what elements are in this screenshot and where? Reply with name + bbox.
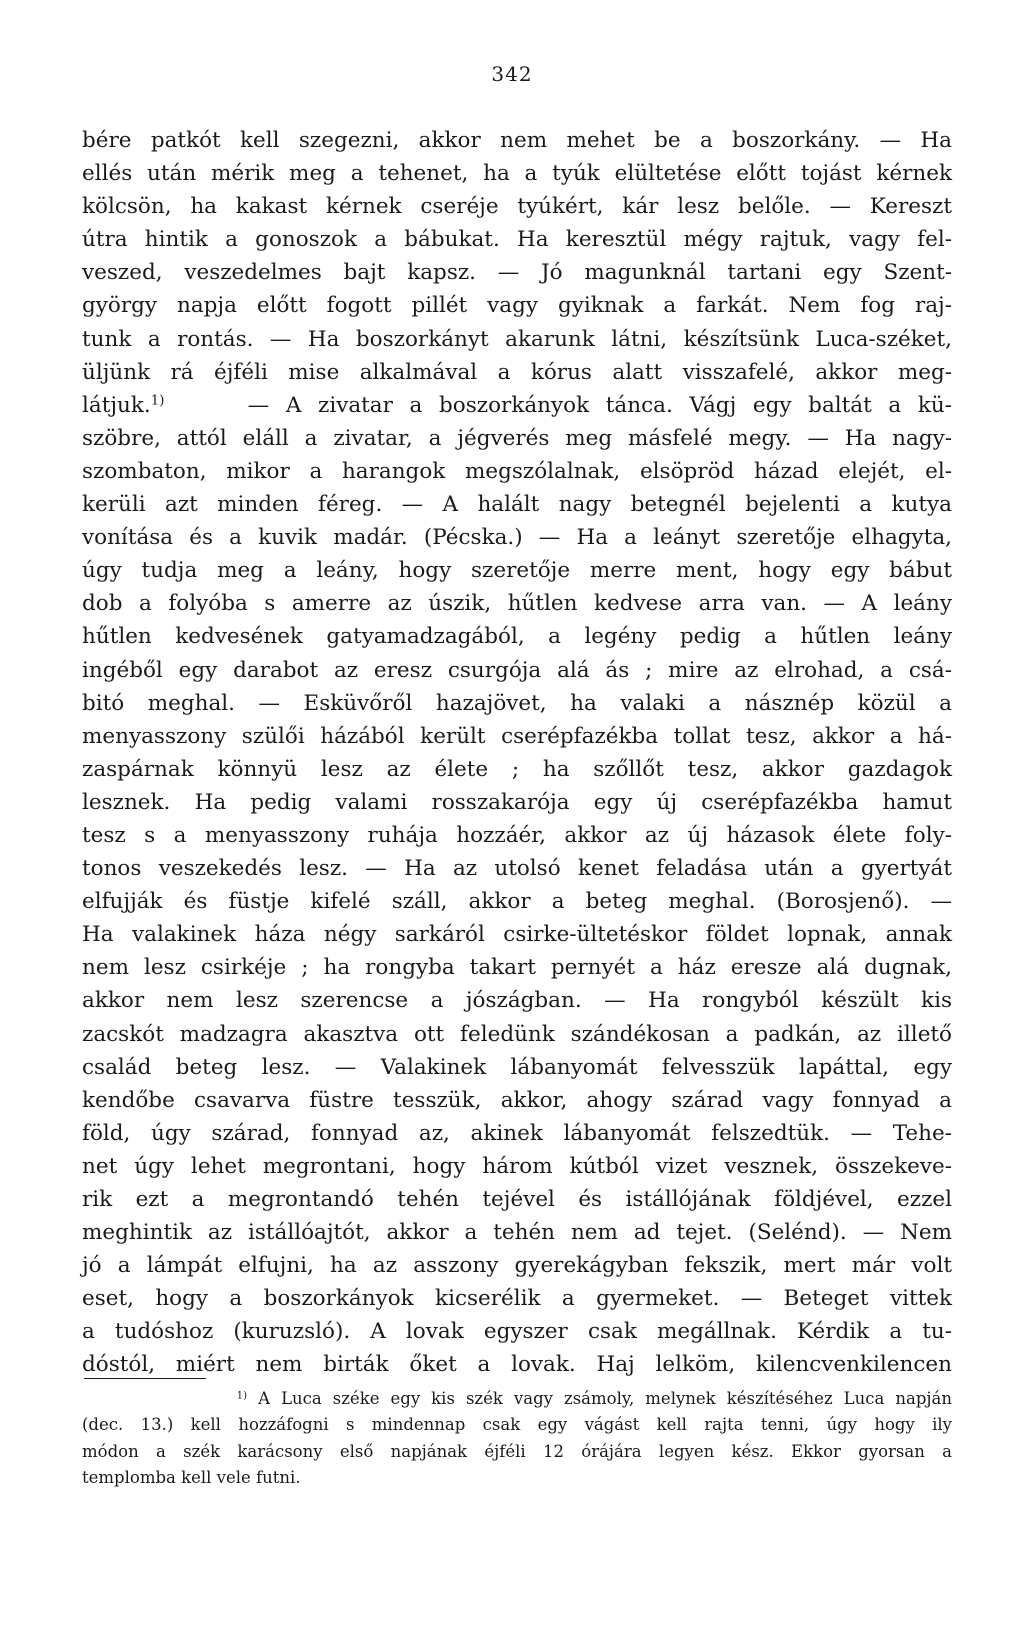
text-line: úgy tudja meg a leány, hogy szeretője merre ment, hogy egy bábut bbox=[82, 558, 952, 584]
text-line: györgy napja előtt fogott pillét vagy gyiknak a farkát. Nem fog raj- bbox=[82, 293, 952, 319]
text-line: üljünk rá éjféli mise alkalmával a kórus alatt visszafelé, akkor meg- bbox=[82, 359, 952, 385]
text-line: veszed, veszedelmes bajt kapsz. — Jó magunknál tartani egy Szent- bbox=[82, 260, 952, 286]
text-line: dóstól, miért nem birták őket a lovak. Haj lelköm, kilencvenkilencen bbox=[82, 1352, 952, 1378]
text-line: útra hintik a gonoszok a bábukat. Ha keresztül mégy rajtuk, vagy fel- bbox=[82, 227, 952, 253]
footnote-reference: 1) bbox=[150, 393, 165, 409]
text-line: zacskót madzagra akasztva ott feledünk szándékosan a padkán, az illető bbox=[82, 1021, 952, 1047]
footnote-line: (dec. 13.) kell hozzáfogni s mindennap csak egy vágást kell rajta tenni, úgy hogy ily bbox=[82, 1415, 952, 1435]
text-line: kendőbe csavarva füstre tesszük, akkor, ahogy szárad vagy fonnyad a bbox=[82, 1087, 952, 1113]
footnote-divider bbox=[84, 1378, 206, 1379]
text-line: tunk a rontás. — Ha boszorkányt akarunk látni, készítsünk Luca-széket, bbox=[82, 326, 952, 352]
footnote-line bbox=[82, 1386, 952, 1412]
text-line: zaspárnak könnyü lesz az élete ; ha szőllőt tesz, akkor gazdagok bbox=[82, 756, 952, 782]
text-line: szombaton, mikor a harangok megszólalnak, elsöpröd házad elejét, el- bbox=[82, 458, 952, 484]
text-line: net úgy lehet megrontani, hogy három kútból vizet vesznek, összekeve- bbox=[82, 1153, 952, 1179]
text-line: a tudóshoz (kuruzsló). A lovak egyszer csak megállnak. Kérdik a tu- bbox=[82, 1319, 952, 1345]
text-line: szöbre, attól eláll a zivatar, a jégverés meg másfelé megy. — Ha nagy- bbox=[82, 425, 952, 451]
text-line: elfujják és füstje kifelé száll, akkor a beteg meghal. (Borosjenő). — bbox=[82, 889, 952, 915]
page-number: 342 bbox=[491, 62, 533, 86]
text-line: rik ezt a megrontandó tehén tejével és istállójának földjével, ezzel bbox=[82, 1187, 952, 1212]
text-line: ingéből egy darabot az eresz csurgója alá ás ; mire az elrohad, a csá- bbox=[82, 657, 952, 683]
text-line: lesznek. Ha pedig valami rosszakarója egy új cserépfazékba hamut bbox=[82, 789, 952, 815]
main-text bbox=[82, 124, 952, 1382]
text-fragment: — A zivatar a boszorkányok tánca. Vágj egy baltát a kü- bbox=[247, 392, 952, 418]
text-line: meghintik az istállóajtót, akkor a tehén nem ad tejet. (Selénd). — Nem bbox=[82, 1220, 952, 1246]
text-line: ellés után mérik meg a tehenet, ha a tyúk elültetése előtt tojást kérnek bbox=[82, 161, 952, 187]
footnote-line: módon a szék karácsony első napjának éjféli 12 órájára legyen kész. Ekkor gyorsan a bbox=[82, 1441, 952, 1461]
text-line: bére patkót kell szegezni, akkor nem mehet be a boszorkány. — Ha bbox=[82, 128, 952, 153]
footnote-line: templomba kell vele futni. bbox=[82, 1468, 301, 1488]
text-line-with-footnote bbox=[82, 389, 952, 422]
text-line: bitó meghal. — Esküvőről hazajövet, ha valaki a násznép közül a bbox=[82, 690, 952, 716]
text-line: Ha valakinek háza négy sarkáról csirke-ültetéskor földet lopnak, annak bbox=[82, 922, 952, 948]
text-line: tonos veszekedés lesz. — Ha az utolsó kenet feladása után a gyertyát bbox=[82, 856, 952, 882]
footnotes bbox=[82, 1386, 952, 1492]
text-line: menyasszony szülői házából került cserépfazékba tollat tesz, akkor a há- bbox=[82, 723, 952, 749]
text-line: tesz s a menyasszony ruhája hozzáér, akkor az új házasok élete foly- bbox=[82, 822, 952, 848]
footnote-text: A Luca széke egy kis szék vagy zsámoly, melynek készítéséhez Luca napján bbox=[258, 1389, 952, 1408]
text-line: család beteg lesz. — Valakinek lábanyomát felvesszük lapáttal, egy bbox=[82, 1054, 952, 1080]
text-line: hűtlen kedvesének gatyamadzagából, a legény pedig a hűtlen leány bbox=[82, 624, 952, 650]
text-fragment: látjuk. bbox=[82, 392, 151, 418]
text-line: vonítása és a kuvik madár. (Pécska.) — Ha a leányt szeretője elhagyta, bbox=[82, 525, 952, 551]
text-line: akkor nem lesz szerencse a jószágban. — Ha rongyból készült kis bbox=[82, 988, 952, 1014]
text-line: jó a lámpát elfujni, ha az asszony gyerekágyban fekszik, mert már volt bbox=[82, 1253, 952, 1279]
text-line: dob a folyóba s amerre az úszik, hűtlen kedvese arra van. — A leány bbox=[82, 591, 952, 617]
footnote-marker: 1) bbox=[236, 1390, 248, 1402]
text-line: kerüli azt minden féreg. — A halált nagy betegnél bejelenti a kutya bbox=[82, 492, 952, 518]
text-line: eset, hogy a boszorkányok kicserélik a gyermeket. — Beteget vittek bbox=[82, 1286, 952, 1312]
text-line: nem lesz csirkéje ; ha rongyba takart pernyét a ház eresze alá dugnak, bbox=[82, 955, 952, 981]
text-line: kölcsön, ha kakast kérnek cseréje tyúkért, kár lesz belőle. — Kereszt bbox=[82, 194, 952, 220]
text-line: föld, úgy szárad, fonnyad az, akinek lábanyomát felszedtük. — Tehe- bbox=[82, 1120, 952, 1146]
